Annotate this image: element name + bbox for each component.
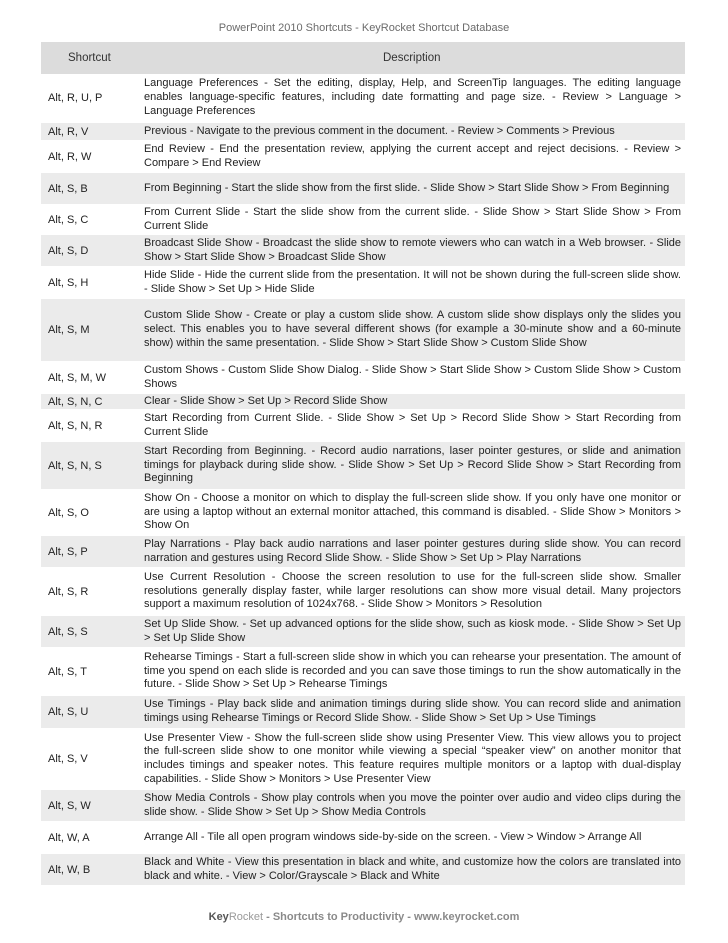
table-row (41, 410, 685, 442)
shortcut-description: Black and White - View this presentation in black and white, and customize how the colors are translated into black and white. - View > Color/Grayscale > Black and White (144, 855, 681, 882)
shortcut-description: Language Preferences - Set the editing, display, Help, and ScreenTip languages. The editing language enables language-specific features, including date formatting and page size. - Review > Language > Language Preferences (144, 77, 681, 117)
document-title: PowerPoint 2010 Shortcuts - KeyRocket Shortcut Database (218, 22, 510, 34)
shortcut-description: Rehearse Timings - Start a full-screen slide show in which you can rehearse your presentation. The amount of time you spend on each slide is recorded and you can save those timings to run the show automatically in the future. - Slide Show > Set Up > Rehearse Timings (144, 650, 681, 691)
shortcut-keys: Alt, W, B (48, 863, 91, 876)
shortcut-description: Custom Slide Show - Create or play a custom slide show. A custom slide show displays only the slides you select. This enables you to have several different shows (for example a 30-minute show and a 60-minute show) within the same presentation. - Slide Show > Start Slide Show > Custom Slide Show (144, 309, 681, 349)
column-header-description: Description (383, 52, 441, 64)
table-row (41, 267, 685, 299)
shortcut-keys: Alt, S, S (48, 625, 88, 638)
shortcut-keys: Alt, S, T (48, 665, 87, 678)
shortcut-description: Play Narrations - Play back audio narrations and laser pointer gestures during slide show. You can record narration and gestures using Record Slide Show. - Slide Show > Set Up > Play Narrations (144, 537, 681, 564)
table-row (41, 205, 685, 235)
table-row (41, 74, 685, 123)
shortcut-keys: Alt, W, A (48, 831, 90, 844)
table-row (41, 394, 685, 410)
shortcut-keys: Alt, S, O (48, 506, 89, 519)
shortcut-description: Show On - Choose a monitor on which to display the full-screen slide show. If you only have one monitor or are using a laptop without an external monitor attached, this command is disabled. - Slide Show > Monitors > Show On (144, 491, 681, 532)
page-footer (0, 911, 728, 923)
table-header (41, 42, 685, 74)
shortcut-description: Arrange All - Tile all open program windows side-by-side on the screen. - View > Window > Arrange All (144, 830, 642, 843)
table-row (41, 822, 685, 854)
table-row (41, 123, 685, 141)
shortcut-keys: Alt, S, U (48, 706, 89, 718)
shortcut-keys: Alt, S, W (48, 799, 91, 812)
shortcut-keys: Alt, S, M, W (48, 371, 107, 384)
shortcut-description: Use Presenter View - Show the full-screen slide show using Presenter View. This view allows you to project the full-screen slide show to one monitor while viewing a special “speaker view” on another monitor that includes timings and speaker notes. This feature requires multiple monitors or a laptop with dual-display capabilities. - Slide Show > Monitors > Use Presenter View (144, 731, 681, 785)
shortcut-description: Show Media Controls - Show play controls when you move the pointer over audio and video clips during the slide show. - Slide Show > Set Up > Show Media Controls (144, 791, 681, 818)
shortcut-description: Custom Shows - Custom Slide Show Dialog. - Slide Show > Start Slide Show > Custom Slide Show > Custom Shows (144, 363, 681, 390)
shortcut-keys: Alt, R, V (48, 125, 89, 138)
shortcut-table-body (41, 74, 685, 886)
table-row (41, 790, 685, 822)
footer-tagline: - Shortcuts to Productivity - www.keyrocket.com (263, 911, 520, 923)
table-row (41, 141, 685, 173)
table-row (41, 362, 685, 394)
shortcut-description: From Current Slide - Start the slide show from the current slide. - Slide Show > Start Slide Show > From Current Slide (144, 205, 681, 232)
shortcut-description: Broadcast Slide Show - Broadcast the slide show to remote viewers who can watch in a Web browser. - Slide Show > Start Slide Show > Broadcast Slide Show (144, 236, 681, 263)
shortcut-keys: Alt, S, N, C (48, 395, 103, 408)
table-row (41, 696, 685, 729)
shortcut-keys: Alt, S, H (48, 276, 89, 289)
shortcut-keys: Alt, S, V (48, 753, 88, 765)
shortcut-keys: Alt, S, N, R (48, 419, 103, 432)
shortcut-keys: Alt, S, P (48, 545, 88, 558)
shortcut-keys: Alt, R, W (48, 150, 92, 163)
table-row (41, 616, 685, 648)
shortcut-description: End Review - End the presentation review, applying the current accept and reject decisions. - Review > Compare > End Review (144, 142, 681, 169)
shortcut-keys: Alt, S, C (48, 213, 89, 226)
shortcut-description: From Beginning - Start the slide show from the first slide. - Slide Show > Start Slide Show > From Beginning (144, 181, 670, 194)
shortcut-description: Start Recording from Beginning. - Record audio narrations, laser pointer gestures, or slide and animation timings for playback during slide show. - Slide Show > Set Up > Record Slide Show > Start Recording from Beginning (144, 444, 681, 485)
table-row (41, 442, 685, 490)
table-row (41, 568, 685, 616)
brand-rocket-text: Rocket (228, 911, 264, 923)
shortcut-description: Set Up Slide Show. - Set up advanced options for the slide show, such as kiosk mode. - Slide Show > Set Up > Set Up Slide Show (144, 617, 681, 644)
shortcut-description: Use Current Resolution - Choose the screen resolution to use for the full-screen slide show. Smaller resolutions generally display faster, while larger resolutions can show more visual detail. Many projectors support a maximum resolution of 1024x768. - Slide Show > Monitors > Resolution (144, 570, 681, 611)
table-row (41, 854, 685, 886)
table-row (41, 490, 685, 536)
brand-key-text: Key (208, 911, 229, 923)
table-row (41, 299, 685, 362)
shortcut-keys: Alt, S, N, S (48, 459, 102, 472)
shortcut-keys: Alt, S, D (48, 244, 89, 257)
shortcut-description: Start Recording from Current Slide. - Slide Show > Set Up > Record Slide Show > Start Recording from Current Slide (144, 411, 681, 438)
shortcut-description: Use Timings - Play back slide and animation timings during slide show. You can record slide and animation timings using Rehearse Timings or Record Slide Show. - Slide Show > Set Up > Use Timings (144, 698, 681, 724)
shortcut-keys: Alt, S, M (48, 324, 90, 336)
column-header-shortcut: Shortcut (68, 52, 111, 64)
table-row (41, 235, 685, 267)
shortcut-description: Hide Slide - Hide the current slide from the presentation. It will not be shown during the full-screen slide show. - Slide Show > Set Up > Hide Slide (144, 268, 681, 295)
shortcut-keys: Alt, S, B (48, 182, 88, 195)
shortcut-keys: Alt, R, U, P (48, 92, 103, 104)
table-row (41, 173, 685, 205)
shortcut-keys: Alt, S, R (48, 585, 89, 598)
table-row (41, 648, 685, 696)
table-row (41, 729, 685, 790)
shortcut-description: Clear - Slide Show > Set Up > Record Slide Show (144, 394, 388, 407)
table-row (41, 536, 685, 568)
shortcut-description: Previous - Navigate to the previous comment in the document. - Review > Comments > Previous (144, 124, 615, 137)
